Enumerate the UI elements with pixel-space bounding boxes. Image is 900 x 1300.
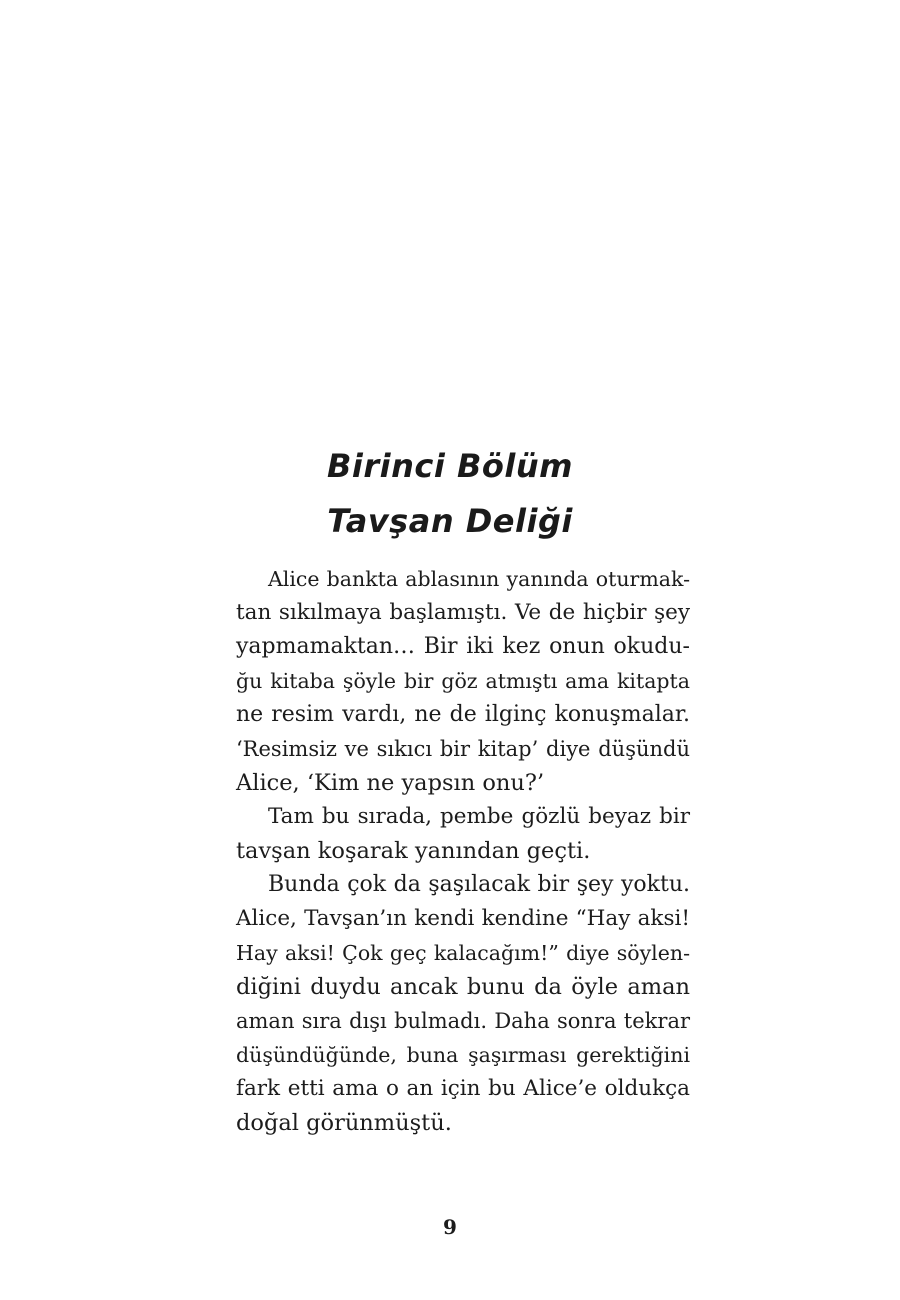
text-line: yapmamaktan… Bir iki kez onun okudu- (236, 634, 690, 659)
page-number: 9 (443, 1215, 457, 1239)
text-line: Hay aksi! Çok geç kalacağım!” diye söylen- (236, 941, 690, 965)
text-line: tavşan koşarak yanından geçti. (236, 838, 591, 864)
text-line: Alice, Tavşan’ın kendi kendine “Hay aksi! (236, 906, 690, 931)
text-line: Alice bankta ablasının yanında oturmak- (268, 567, 690, 591)
text-line: diğini duydu ancak bunu da öyle aman (236, 974, 690, 1000)
text-line: aman sıra dışı bulmadı. Daha sonra tekrar (236, 1009, 690, 1033)
chapter-number-heading: Birinci Bölüm (327, 447, 573, 485)
text-line: ne resim vardı, ne de ilginç konuşmalar. (236, 702, 690, 727)
text-line: Tam bu sırada, pembe gözlü beyaz bir (268, 804, 690, 829)
text-line: ğu kitaba şöyle bir göz atmıştı ama kitapta (236, 669, 690, 693)
text-line: düşündüğünde, buna şaşırması gerektiğini (236, 1043, 690, 1067)
text-line: Alice, ‘Kim ne yapsın onu?’ (236, 770, 545, 796)
text-line: tan sıkılmaya başlamıştı. Ve de hiçbir şey (236, 600, 690, 625)
chapter-title-heading: Tavşan Deliği (327, 502, 573, 540)
text-line: fark etti ama o an için bu Alice’e oldukça (236, 1076, 690, 1101)
text-line: ‘Resimsiz ve sıkıcı bir kitap’ diye düşündü (236, 737, 690, 761)
text-line: Bunda çok da şaşılacak bir şey yoktu. (268, 872, 690, 897)
text-line: doğal görünmüştü. (236, 1110, 452, 1136)
chapter-body-text (236, 562, 690, 1140)
